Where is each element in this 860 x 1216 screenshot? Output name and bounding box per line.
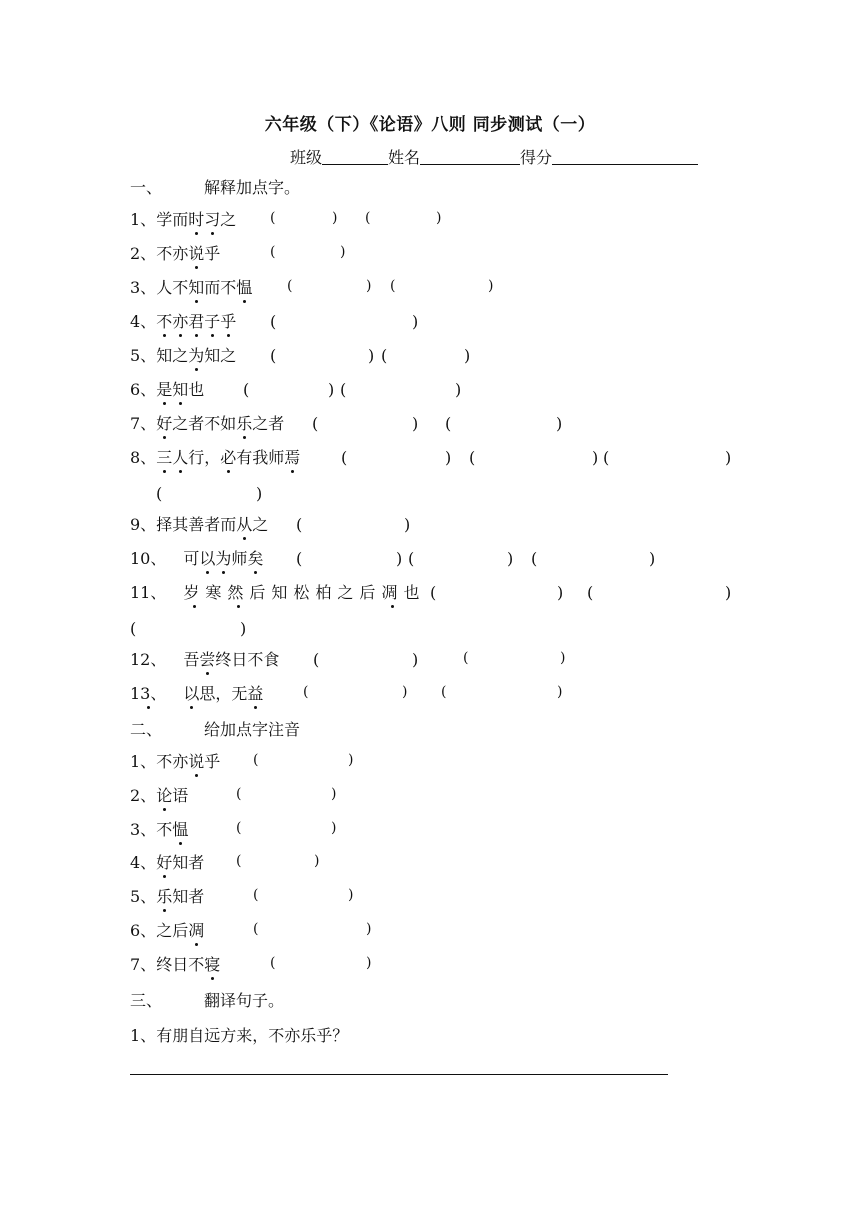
answer-paren-open[interactable]: ( bbox=[130, 619, 137, 638]
list-item: 12、 吾尝终日不食 bbox=[130, 650, 280, 669]
answer-paren-open[interactable]: ( bbox=[287, 278, 293, 294]
score-label: 得分 bbox=[520, 148, 553, 167]
answer-paren-open[interactable]: ( bbox=[469, 448, 476, 467]
answer-paren-open[interactable]: ( bbox=[313, 650, 320, 669]
list-item: 2、不亦说乎 bbox=[130, 244, 221, 263]
answer-paren-open[interactable]: ( bbox=[408, 549, 415, 568]
class-blank[interactable] bbox=[322, 150, 388, 165]
answer-paren-close: ) bbox=[560, 650, 566, 666]
answer-paren-open[interactable]: ( bbox=[390, 278, 396, 294]
answer-paren-open[interactable]: ( bbox=[270, 312, 277, 331]
answer-paren-close: ) bbox=[592, 448, 599, 467]
answer-paren-close: ) bbox=[412, 312, 419, 331]
page-title: 六年级（下）《论语》八则 同步测试（一） bbox=[264, 115, 596, 135]
list-item: 1、不亦说乎 bbox=[130, 752, 221, 771]
list-item: 4、好知者 bbox=[130, 853, 205, 872]
answer-paren-open[interactable]: ( bbox=[430, 583, 437, 602]
list-item: 7、终日不寝 bbox=[130, 955, 221, 974]
answer-paren-close: ) bbox=[557, 684, 563, 700]
answer-paren-close: ) bbox=[314, 853, 320, 869]
answer-paren-close: ) bbox=[725, 583, 732, 602]
answer-paren-close: ) bbox=[348, 752, 354, 768]
answer-paren-close: ) bbox=[240, 619, 247, 638]
name-label: 姓名 bbox=[388, 148, 421, 167]
answer-paren-open[interactable]: ( bbox=[587, 583, 594, 602]
answer-paren-close: ) bbox=[436, 210, 442, 226]
answer-paren-open[interactable]: ( bbox=[463, 650, 469, 666]
answer-paren-close: ) bbox=[556, 414, 563, 433]
answer-paren-open[interactable]: ( bbox=[270, 955, 276, 971]
answer-paren-open[interactable]: ( bbox=[531, 549, 538, 568]
list-item: 11、 岁寒然后知松柏之后凋也 bbox=[130, 583, 426, 602]
answer-paren-open[interactable]: ( bbox=[441, 684, 447, 700]
answer-paren-open[interactable]: ( bbox=[312, 414, 319, 433]
answer-paren-open[interactable]: ( bbox=[243, 380, 250, 399]
answer-paren-close: ) bbox=[332, 210, 338, 226]
answer-paren-open[interactable]: ( bbox=[381, 346, 388, 365]
answer-paren-open[interactable]: ( bbox=[296, 515, 303, 534]
answer-paren-close: ) bbox=[464, 346, 471, 365]
translation-answer-line[interactable] bbox=[130, 1074, 668, 1075]
answer-paren-open[interactable]: ( bbox=[236, 853, 242, 869]
answer-paren-close: ) bbox=[725, 448, 732, 467]
answer-paren-close: ) bbox=[445, 448, 452, 467]
answer-paren-close: ) bbox=[557, 583, 564, 602]
score-blank[interactable] bbox=[552, 150, 698, 165]
list-item: 10、 可以为师矣 bbox=[130, 549, 264, 568]
answer-paren-close: ) bbox=[412, 650, 419, 669]
answer-paren-close: ) bbox=[256, 484, 263, 503]
answer-paren-open[interactable]: ( bbox=[270, 210, 276, 226]
section-2-heading: 二、 给加点字注音 bbox=[130, 720, 301, 739]
answer-paren-close: ) bbox=[340, 244, 346, 260]
answer-paren-close: ) bbox=[366, 278, 372, 294]
section-1-heading: 一、 解释加点字。 bbox=[130, 178, 301, 197]
answer-paren-open[interactable]: ( bbox=[270, 346, 277, 365]
student-info-row bbox=[290, 145, 698, 168]
answer-paren-close: ) bbox=[649, 549, 656, 568]
list-item: 7、好之者不如乐之者 bbox=[130, 414, 285, 433]
answer-paren-close: ) bbox=[366, 955, 372, 971]
answer-paren-close: ) bbox=[331, 820, 337, 836]
list-item: 1、有朋自远方来，不亦乐乎？ bbox=[130, 1026, 349, 1045]
list-item: 3、人不知而不愠 bbox=[130, 278, 253, 297]
list-item: 1、学而时习之 bbox=[130, 210, 237, 229]
answer-paren-open[interactable]: ( bbox=[365, 210, 371, 226]
answer-paren-open[interactable]: ( bbox=[303, 684, 309, 700]
list-item: 5、知之为知之 bbox=[130, 346, 237, 365]
answer-paren-open[interactable]: ( bbox=[270, 244, 276, 260]
answer-paren-close: ) bbox=[348, 887, 354, 903]
list-item: 6、之后凋 bbox=[130, 921, 205, 940]
list-item: 13、 以思，无益 bbox=[130, 684, 264, 703]
section-3-heading: 三、 翻译句子。 bbox=[130, 991, 285, 1010]
answer-paren-open[interactable]: ( bbox=[445, 414, 452, 433]
list-item: 4、不亦君子乎 bbox=[130, 312, 237, 331]
answer-paren-close: ) bbox=[328, 380, 335, 399]
answer-paren-open[interactable]: ( bbox=[236, 820, 242, 836]
list-item: 8、三人行，必有我师焉 bbox=[130, 448, 301, 467]
name-blank[interactable] bbox=[420, 150, 520, 165]
answer-paren-open[interactable]: ( bbox=[341, 448, 348, 467]
list-item: 6、是知也 bbox=[130, 380, 205, 399]
answer-paren-open[interactable]: ( bbox=[156, 484, 163, 503]
answer-paren-close: ) bbox=[331, 786, 337, 802]
answer-paren-close: ) bbox=[402, 684, 408, 700]
answer-paren-open[interactable]: ( bbox=[253, 921, 259, 937]
answer-paren-open[interactable]: ( bbox=[340, 380, 347, 399]
list-item: 9、择其善者而从之 bbox=[130, 515, 269, 534]
answer-paren-open[interactable]: ( bbox=[603, 448, 610, 467]
answer-paren-close: ) bbox=[396, 549, 403, 568]
answer-paren-open[interactable]: ( bbox=[253, 752, 259, 768]
answer-paren-close: ) bbox=[507, 549, 514, 568]
answer-paren-close: ) bbox=[455, 380, 462, 399]
answer-paren-open[interactable]: ( bbox=[253, 887, 259, 903]
answer-paren-open[interactable]: ( bbox=[296, 549, 303, 568]
answer-paren-close: ) bbox=[368, 346, 375, 365]
answer-paren-close: ) bbox=[366, 921, 372, 937]
answer-paren-close: ) bbox=[404, 515, 411, 534]
list-item: 3、不愠 bbox=[130, 820, 189, 839]
list-item: 5、乐知者 bbox=[130, 887, 205, 906]
answer-paren-close: ) bbox=[412, 414, 419, 433]
answer-paren-open[interactable]: ( bbox=[236, 786, 242, 802]
class-label: 班级 bbox=[290, 148, 323, 167]
answer-paren-close: ) bbox=[488, 278, 494, 294]
list-item: 2、论语 bbox=[130, 786, 189, 805]
